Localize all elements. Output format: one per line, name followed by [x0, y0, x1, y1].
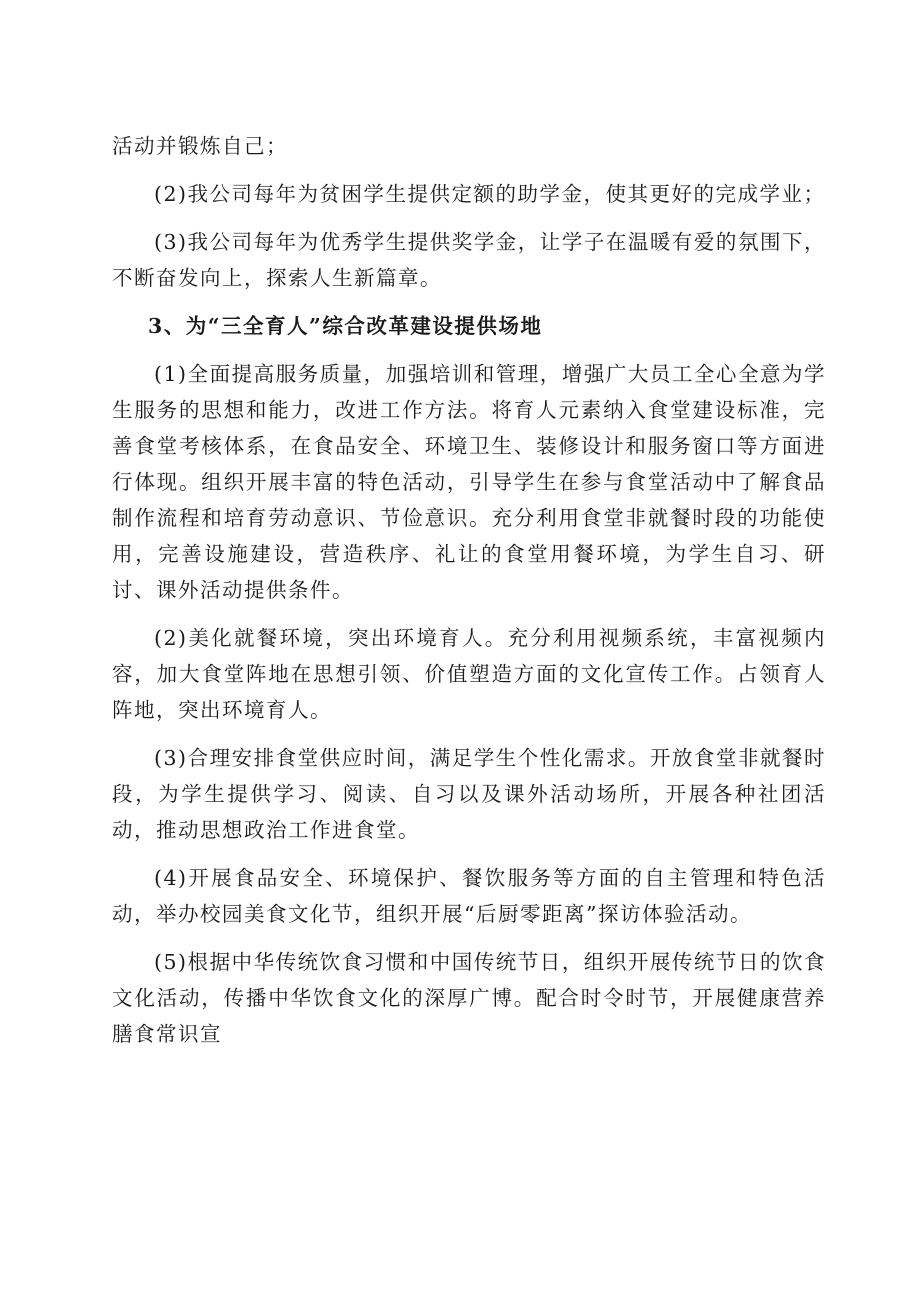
- paragraph-continuation: 活动并锻炼自己；: [112, 134, 288, 158]
- paragraph-section3-item-4: (4)开展食品安全、环境保护、餐饮服务等方面的自主管理和特色活动，举办校园美食文化节，组织开展“后厨零距离”探访体验活动。: [112, 866, 826, 926]
- paragraph-section3-item-3: (3)合理安排食堂供应时间，满足学生个性化需求。开放食堂非就餐时段，为学生提供学习、阅读、自习以及课外活动场所，开展各种社团活动，推动思想政治工作进食堂。: [112, 746, 826, 842]
- paragraph-section3-item-5: (5)根据中华传统饮食习惯和中国传统节日，组织开展传统节日的饮食文化活动，传播中华饮食文化的深厚广博。配合时令时节，开展健康营养膳食常识宣: [112, 950, 826, 1046]
- paragraph-section3-item-1: (1)全面提高服务质量，加强培训和管理，增强广大员工全心全意为学生服务的思想和能力，改进工作方法。将育人元素纳入食堂建设标准，完善食堂考核体系，在食品安全、环境卫生、装修设计和服务窗口等方面进行体现。组织开展丰富的特色活动，引导学生在参与食堂活动中了解食品制作流程和培育劳动意识、节俭意识。充分利用食堂非就餐时段的功能使用，完善设施建设，营造秩序、礼让的食堂用餐环境，为学生自习、研讨、课外活动提供条件。: [112, 362, 826, 602]
- paragraph-item-3-scholarship: (3)我公司每年为优秀学生提供奖学金，让学子在温暖有爱的氛围下，不断奋发向上，探索人生新篇章。: [112, 230, 826, 290]
- section-heading-3: 3、为“三全育人”综合改革建设提供场地: [148, 314, 543, 338]
- document-body: [112, 128, 826, 1064]
- paragraph-section3-item-2: (2)美化就餐环境，突出环境育人。充分利用视频系统，丰富视频内容，加大食堂阵地在思想引领、价值塑造方面的文化宣传工作。占领育人阵地，突出环境育人。: [112, 626, 826, 722]
- paragraph-item-2-grant: (2)我公司每年为贫困学生提供定额的助学金，使其更好的完成学业；: [154, 182, 826, 206]
